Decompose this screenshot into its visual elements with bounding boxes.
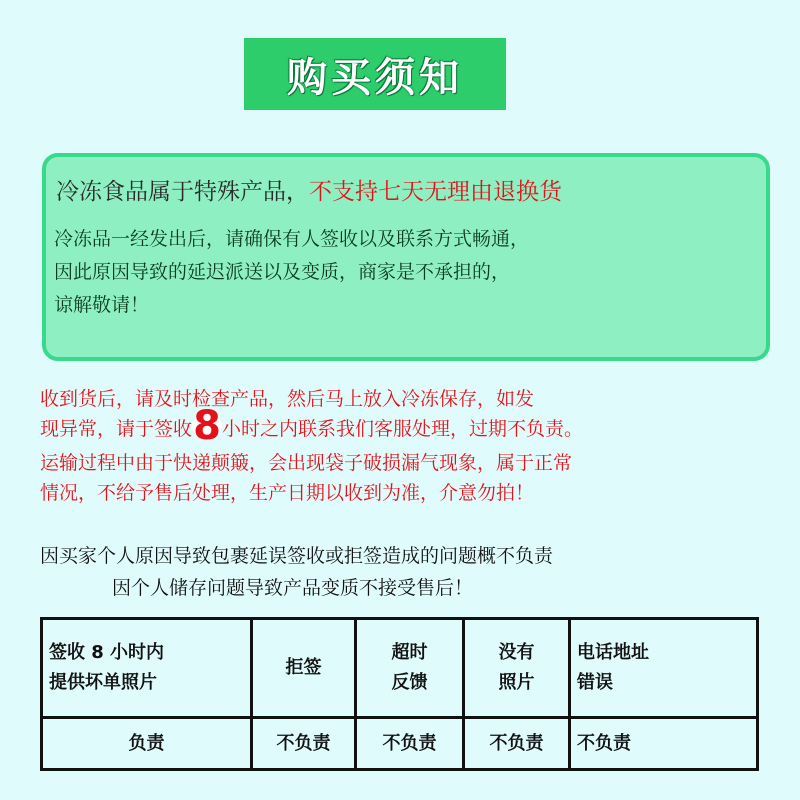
title-banner bbox=[244, 38, 506, 110]
no-return-warning: 不支持七天无理由退换货 bbox=[309, 179, 562, 205]
panel-heading bbox=[56, 173, 562, 206]
cell-line: 照片 bbox=[498, 672, 535, 694]
table-header-cell bbox=[464, 619, 570, 718]
panel-heading-text: 冷冻食品属于特殊产品， bbox=[56, 179, 309, 205]
table-cell: 负责 bbox=[42, 718, 252, 770]
cell-line: 超时 bbox=[391, 642, 428, 664]
panel-line: 因此原因导致的延迟派送以及变质，商家是不承担的， bbox=[54, 261, 511, 283]
cell-line: 反馈 bbox=[391, 672, 428, 694]
cell-line: 拒签 bbox=[285, 657, 322, 679]
notice-line: 运输过程中由于快递颠簸，会出现袋子破损漏气现象，属于正常 bbox=[40, 452, 573, 474]
cell-line: 签收 8 小时内 bbox=[49, 642, 165, 664]
table-header-cell bbox=[570, 619, 758, 718]
notice-line-part: 小时之内联系我们客服处理，过期不负责。 bbox=[222, 418, 584, 440]
frozen-food-notice-panel bbox=[42, 153, 770, 361]
panel-line: 谅解敬请！ bbox=[54, 294, 150, 316]
notice-line bbox=[40, 403, 800, 449]
cell-line: 没有 bbox=[498, 642, 535, 664]
table-header-cell bbox=[356, 619, 464, 718]
notice-line-part: 现异常，请于签收 bbox=[40, 418, 193, 440]
panel-line: 冷冻品一经发出后，请确保有人签收以及联系方式畅通， bbox=[54, 228, 530, 250]
table-cell: 不负责 bbox=[570, 718, 758, 770]
panel-body bbox=[54, 223, 770, 322]
table-header-row bbox=[42, 619, 758, 718]
inspection-notice bbox=[40, 384, 800, 508]
table-cell: 不负责 bbox=[464, 718, 570, 770]
hours-number: 8 bbox=[193, 403, 221, 449]
disclaimer-line: 因个人储存问题导致产品变质不接受售后！ bbox=[112, 577, 474, 599]
table-row bbox=[42, 718, 758, 770]
table-header-cell bbox=[252, 619, 356, 718]
disclaimer-line: 因买家个人原因导致包裹延误签收或拒签造成的问题概不负责 bbox=[40, 545, 554, 567]
cell-line: 电话地址 bbox=[577, 642, 649, 664]
cell-line: 提供坏单照片 bbox=[49, 672, 157, 694]
responsibility-table bbox=[40, 617, 759, 771]
page-title: 购买须知 bbox=[287, 54, 463, 101]
table-cell: 不负责 bbox=[356, 718, 464, 770]
notice-line: 收到货后，请及时检查产品，然后马上放入冷冻保存，如发 bbox=[40, 388, 535, 410]
table-header-cell bbox=[42, 619, 252, 718]
cell-line: 错误 bbox=[577, 672, 613, 694]
disclaimer bbox=[40, 540, 800, 604]
notice-line: 情况，不给予售后处理，生产日期以收到为准，介意勿拍！ bbox=[40, 482, 535, 504]
table-cell: 不负责 bbox=[252, 718, 356, 770]
